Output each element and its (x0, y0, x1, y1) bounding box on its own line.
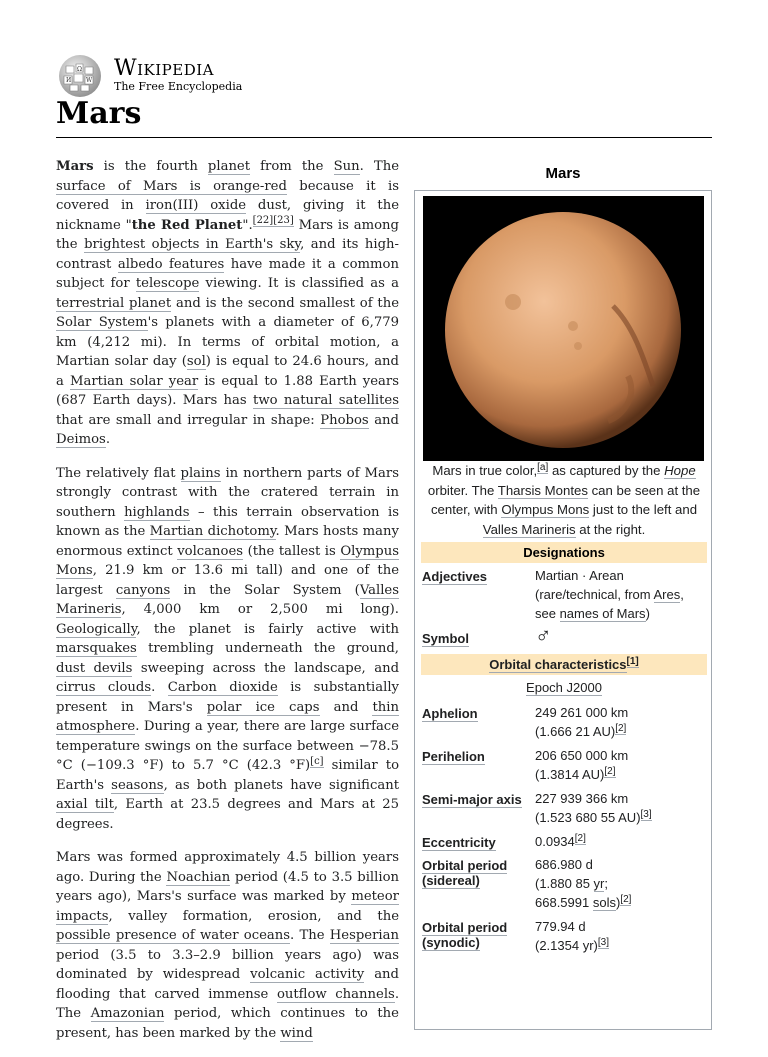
link-sol[interactable]: sol (186, 354, 206, 369)
text-run: is the fourth (93, 159, 208, 174)
perihelion-label[interactable] (422, 749, 532, 764)
link-noachian[interactable]: Noachian (166, 869, 231, 885)
link-thin-atmosphere[interactable]: thin atmosphere (56, 699, 399, 734)
svg-text:Ω: Ω (77, 66, 82, 73)
link-olympus-mons[interactable]: Olympus Mons (56, 543, 399, 578)
text-run: , Earth at 23.5 degrees and Mars at 25 degrees. (56, 797, 399, 832)
mars-photo[interactable] (423, 196, 704, 461)
ref-link[interactable]: [3] (597, 936, 609, 948)
link-highlands[interactable]: highlands (124, 504, 190, 520)
perihelion-value (535, 746, 707, 784)
text-run: in the Solar System ( (170, 582, 360, 598)
text-run: . Mars hosts many enormous extinct (56, 524, 399, 559)
caption-text: Mars in true color, (432, 463, 538, 478)
text-run: is equal to 1.88 Earth years (687 Earth days). Mars has (56, 373, 399, 408)
text-run: . The (56, 986, 400, 1021)
link-names-of-mars[interactable]: names of Mars (559, 606, 646, 621)
value-line (535, 893, 707, 912)
eccentricity-label[interactable] (422, 835, 532, 850)
link-hesperian[interactable]: Hesperian (329, 928, 399, 943)
text-run: that are small and irregular in shape: (56, 412, 321, 428)
text-run: in northern parts of Mars strongly contrast with the cratered terrain in southern (56, 465, 399, 520)
symbol-label[interactable] (422, 631, 532, 646)
value-line: 227 939 366 km (535, 791, 629, 806)
text-run: period (4.5 to 3.5 billion years ago), Mars's surface was marked by (56, 869, 400, 904)
value-text: , see (535, 587, 684, 621)
ref-link[interactable]: [2] (574, 832, 586, 844)
epoch-link[interactable]: Epoch J2000 (526, 680, 602, 695)
link-wind[interactable]: wind (280, 1025, 313, 1041)
value-text: ) (645, 606, 650, 621)
link-valles-marineris[interactable]: Valles Marineris (56, 582, 399, 617)
text-run: (the tallest is (243, 543, 341, 559)
caption-text: as captured by the (548, 463, 665, 478)
link-amazonian[interactable]: Amazonian (90, 1006, 165, 1021)
bold-text: the Red Planet (131, 217, 243, 233)
caption-text: can be seen at the center, with (430, 482, 701, 517)
article-paragraph-1 (56, 157, 399, 450)
caption-text: orbiter. The (427, 482, 498, 498)
orbital-period-sidereal-value (535, 855, 707, 912)
bold-text: Mars (56, 159, 94, 174)
value-line: 206 650 000 km (535, 748, 629, 763)
value-line (535, 936, 707, 955)
link-sun[interactable]: Sun (333, 159, 360, 174)
symbol-label-text[interactable]: Symbol (422, 631, 469, 646)
value-text: (1.666 21 AU) (535, 724, 616, 739)
value-text: ) (615, 895, 621, 910)
link-martian-dichotomy[interactable]: Martian dichotomy (149, 524, 276, 539)
value-text: (1.880 85 (535, 876, 594, 891)
aphelion-label[interactable] (422, 706, 532, 721)
link-water-oceans[interactable]: possible presence of water oceans (56, 928, 291, 943)
link-marsquakes[interactable]: marsquakes (56, 641, 137, 656)
text-run: period, which continues to the present, has been marked by the (56, 1006, 399, 1041)
link-brightest-objects[interactable]: brightest objects in Earth's sky (84, 237, 301, 252)
wikipedia-globe-logo[interactable] (56, 54, 104, 98)
text-run: . (151, 680, 168, 695)
link-polar-ice-caps[interactable]: polar ice caps (206, 699, 320, 715)
mars-symbol-icon: ♂ (535, 623, 552, 648)
image-caption (421, 461, 707, 539)
ref-link[interactable]: [2] (620, 893, 632, 905)
link-volcanoes[interactable]: volcanoes (177, 543, 244, 559)
wikipedia-wordmark[interactable]: Wikipedia (114, 56, 214, 81)
value-text: 668.5991 (535, 895, 593, 910)
text-run: and (368, 412, 399, 428)
designations-header: Designations (421, 542, 707, 563)
value-text: (1.523 680 55 AU) (535, 810, 641, 825)
link-plains[interactable]: plains (180, 465, 221, 481)
eccentricity-value (535, 832, 707, 851)
link-valles-marineris[interactable]: Valles Marineris (482, 521, 576, 537)
caption-text: at the right. (575, 521, 646, 537)
value-line (535, 765, 707, 784)
link-albedo-features[interactable]: albedo features (117, 256, 225, 272)
link-solar-system[interactable]: Solar System (56, 315, 148, 330)
link-terrestrial-planet[interactable]: terrestrial planet (56, 295, 172, 311)
semimajor-label-text[interactable]: Semi-major axis (422, 792, 522, 807)
link-martian-solar-year[interactable]: Martian solar year (69, 373, 199, 389)
text-run: ". (242, 217, 253, 233)
text-run: is substantially present in Mars's (56, 680, 399, 715)
link-natural-satellites[interactable]: two natural satellites (253, 393, 400, 408)
text-run: ) is equal to 24.6 hours, and a (56, 354, 399, 389)
text-run: trembling underneath the ground, (136, 641, 399, 656)
link-volcanic-activity[interactable]: volcanic activity (250, 967, 365, 982)
adjectives-label-text[interactable]: Adjectives (422, 569, 488, 584)
article-paragraph-3 (56, 848, 399, 1043)
ref-link[interactable]: [a] (537, 461, 549, 473)
link-geologically[interactable]: Geologically (56, 621, 137, 637)
ref-link[interactable]: [2] (604, 765, 616, 777)
value-line: 686.980 d (535, 857, 593, 872)
link-meteor-impacts[interactable]: meteor impacts (56, 889, 399, 924)
text-run: sweeping across the landscape, and (132, 660, 400, 676)
value-line: 779.94 d (535, 919, 586, 934)
text-run: viewing. It is classified as a (199, 276, 399, 291)
orbital-period-sidereal-label[interactable] (422, 858, 532, 888)
text-run: Mars is among the (56, 217, 399, 252)
text-run: The relatively flat (56, 465, 181, 481)
link-telescope[interactable]: telescope (135, 276, 200, 291)
link-phobos[interactable]: Phobos (320, 412, 369, 428)
value-text: Martian · Arean (rare/technical, from (535, 568, 654, 602)
text-run: and flooding that carved immense (56, 967, 399, 1002)
perihelion-label-text[interactable]: Perihelion (422, 749, 485, 764)
synodic-label-text[interactable]: Orbital period (synodic) (422, 920, 508, 950)
link-canyons[interactable]: canyons (115, 582, 171, 598)
eccentricity-label-text[interactable]: Eccentricity (422, 835, 496, 850)
infobox-title: Mars (545, 165, 581, 182)
text-run: and is the second smallest of the (171, 295, 399, 311)
link-surface-of-mars[interactable]: surface of Mars is orange-red (56, 178, 287, 194)
text-run: . The (290, 928, 330, 943)
link-hope-orbiter[interactable]: Hope (664, 463, 696, 478)
aphelion-value (535, 703, 707, 741)
link-iron-oxide[interactable]: iron(III) oxide (145, 198, 247, 213)
ref-link[interactable]: [1] (626, 655, 639, 667)
text-run: , 4,000 km or 2,500 mi long). (121, 602, 399, 617)
text-run: because it is covered in (56, 178, 399, 213)
text-run: 's planets with a diameter of 6,779 km (4,212 mi). In terms of orbital motion, a Martian solar day ( (56, 315, 399, 369)
value-text: (1.3814 AU) (535, 767, 605, 782)
text-run: and (319, 699, 373, 715)
link-seasons[interactable]: seasons (111, 777, 164, 793)
page-title: Mars (56, 96, 142, 131)
link-outflow-channels[interactable]: outflow channels (276, 986, 395, 1002)
value-line: 249 261 000 km (535, 705, 629, 720)
link-axial-tilt[interactable]: axial tilt (56, 797, 114, 812)
text-run: Mars was formed approximately 4.5 billion years ago. During the (56, 850, 399, 885)
text-run: , as both planets have significant (163, 777, 399, 793)
text-run: dust, giving it the nickname " (56, 198, 399, 233)
value-text: (2.1354 yr) (535, 938, 598, 953)
link-yr[interactable]: yr (593, 876, 605, 891)
text-run: similar to Earth's (56, 758, 400, 793)
link-carbon-dioxide[interactable]: Carbon dioxide (167, 680, 278, 695)
ref-link[interactable]: [23] (273, 215, 294, 227)
article-body (56, 157, 399, 1057)
adjectives-label[interactable] (422, 569, 532, 584)
ref-link[interactable]: [c] (310, 755, 324, 767)
link-tharsis-montes[interactable]: Tharsis Montes (497, 482, 588, 498)
link-planet[interactable]: planet (207, 159, 251, 174)
sidereal-label-text[interactable]: Orbital period (sidereal) (422, 858, 508, 888)
svg-text:W: W (86, 77, 93, 84)
text-run: , valley formation, erosion, and the (108, 908, 399, 924)
link-cirrus-clouds[interactable]: cirrus clouds (56, 680, 152, 695)
site-tagline: The Free Encyclopedia (114, 80, 243, 93)
value-line (535, 808, 707, 827)
text-run: . (105, 432, 111, 447)
link-deimos[interactable]: Deimos (56, 432, 106, 447)
text-run: . During a year, there are large surface temperature swings on the surface between −78.5 °C (−109.3 °F) to 5.7 °C (42.3 °F) (56, 719, 399, 773)
semi-major-axis-label[interactable] (422, 792, 532, 807)
aphelion-label-text[interactable]: Aphelion (422, 706, 478, 721)
value-text: 0.0934 (535, 834, 575, 849)
epoch-label (421, 680, 707, 695)
text-run: , and its high-contrast (56, 237, 399, 272)
semi-major-axis-value (535, 789, 707, 827)
link-dust-devils[interactable]: dust devils (56, 660, 133, 676)
article-paragraph-2 (56, 464, 399, 835)
text-run: , 21.9 km or 13.6 mi tall) and one of the largest (56, 563, 399, 598)
text-run: . The (359, 159, 399, 174)
text-run: period (3.5 to 3.3–2.9 billion years ago) was dominated by widespread (56, 947, 399, 982)
orbital-characteristics-header (421, 654, 707, 675)
orbital-head-text[interactable]: Orbital characteristics (489, 657, 627, 672)
svg-text:И: И (66, 77, 72, 84)
adjectives-value (535, 566, 707, 623)
ref-link[interactable]: [3] (640, 808, 652, 820)
orbital-period-synodic-label[interactable] (422, 920, 532, 950)
infobox (414, 190, 712, 1030)
orbital-period-synodic-value (535, 917, 707, 955)
ref-link[interactable]: [22] (252, 215, 274, 227)
link-sols[interactable]: sols (592, 895, 616, 910)
text-run: , the planet is fairly active with (136, 621, 399, 637)
value-line (535, 874, 707, 893)
value-text: ; (604, 876, 609, 891)
ref-link[interactable]: [2] (615, 722, 627, 734)
value-line (535, 722, 707, 741)
caption-text: just to the left and (589, 502, 698, 517)
link-olympus-mons[interactable]: Olympus Mons (501, 502, 590, 517)
text-run: from the (250, 159, 334, 174)
text-run: have made it a common subject for (56, 256, 399, 291)
link-ares[interactable]: Ares (653, 587, 681, 602)
title-divider (56, 137, 712, 138)
text-run: – this terrain observation is known as the (56, 504, 399, 539)
